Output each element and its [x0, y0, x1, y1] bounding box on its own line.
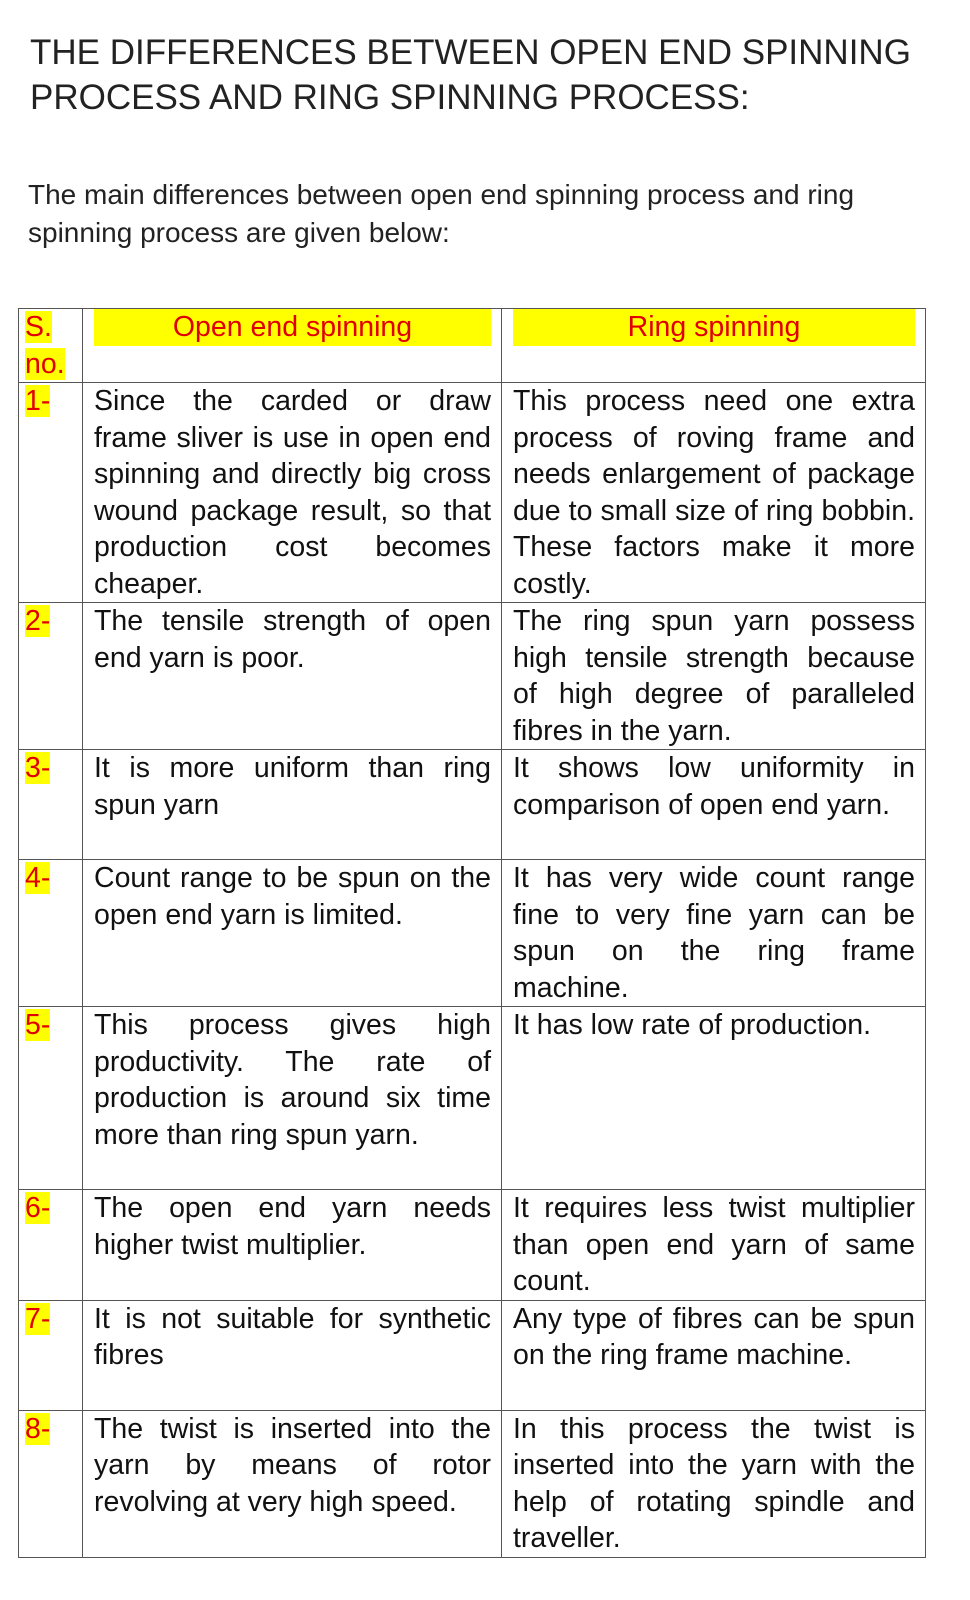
table-row — [19, 860, 926, 1007]
row-number: 7- — [25, 1302, 51, 1335]
page-title: THE DIFFERENCES BETWEEN OPEN END SPINNING PROCESS AND RING SPINNING PROCESS: — [30, 33, 911, 117]
row-number: 5- — [25, 1009, 51, 1041]
ring-cell: In this process the twist is inserted into the yarn with the help of rotating spindle and traveller. — [502, 1410, 926, 1557]
ring-cell: Any type of fibres can be spun on the ring frame machine. — [502, 1300, 926, 1410]
table-row — [19, 1410, 926, 1557]
ring-cell: It has very wide count range fine to very fine yarn can be spun on the ring frame machine. — [502, 860, 926, 1007]
row-number: 6- — [25, 1192, 51, 1224]
row-number: 1- — [25, 385, 51, 417]
open-end-cell: The open end yarn needs higher twist multiplier. — [83, 1190, 502, 1301]
header-open-end-cell — [83, 309, 502, 383]
ring-cell: It has low rate of production. — [502, 1007, 926, 1190]
ring-cell: It shows low uniformity in comparison of open end yarn. — [502, 750, 926, 860]
header-ring-cell — [502, 309, 926, 383]
open-end-cell: The tensile strength of open end yarn is poor. — [83, 603, 502, 750]
table-row — [19, 603, 926, 750]
row-number: 4- — [25, 862, 51, 894]
sno-cell — [19, 860, 83, 1007]
intro-paragraph: The main differences between open end spinning process and ring spinning process are given below: — [28, 179, 855, 248]
table-row — [19, 383, 926, 603]
row-number: 3- — [25, 752, 51, 784]
sno-cell — [19, 1300, 83, 1410]
header-sno: S. no. — [25, 311, 65, 380]
header-sno-cell — [19, 309, 83, 383]
table-row — [19, 1300, 926, 1410]
header-open-end: Open end spinning — [94, 309, 491, 346]
open-end-cell: Since the carded or draw frame sliver is use in open end spinning and directly big cross wound package result, so that production cost becomes cheaper. — [83, 383, 502, 603]
comparison-table — [18, 308, 926, 1558]
sno-cell — [19, 1410, 83, 1557]
sno-cell — [19, 603, 83, 750]
ring-cell: This process need one extra process of roving frame and needs enlargement of package due to small size of ring bobbin. These factors make it more costly. — [502, 383, 926, 603]
table-row — [19, 750, 926, 860]
row-number: 8- — [25, 1412, 51, 1445]
open-end-cell: This process gives high productivity. The rate of production is around six time more than ring spun yarn. — [83, 1007, 502, 1190]
ring-cell: The ring spun yarn possess high tensile strength because of high degree of paralleled fibres in the yarn. — [502, 603, 926, 750]
ring-cell: It requires less twist multiplier than open end yarn of same count. — [502, 1190, 926, 1301]
open-end-cell: It is not suitable for synthetic fibres — [83, 1300, 502, 1410]
sno-cell — [19, 1007, 83, 1190]
header-ring: Ring spinning — [513, 309, 915, 346]
table-header-row — [19, 309, 926, 383]
table-row — [19, 1007, 926, 1190]
open-end-cell: Count range to be spun on the open end yarn is limited. — [83, 860, 502, 1007]
sno-cell — [19, 383, 83, 603]
row-number: 2- — [25, 605, 51, 637]
open-end-cell: It is more uniform than ring spun yarn — [83, 750, 502, 860]
table-row — [19, 1190, 926, 1301]
sno-cell — [19, 1190, 83, 1301]
open-end-cell: The twist is inserted into the yarn by means of rotor revolving at very high speed. — [83, 1410, 502, 1557]
sno-cell — [19, 750, 83, 860]
